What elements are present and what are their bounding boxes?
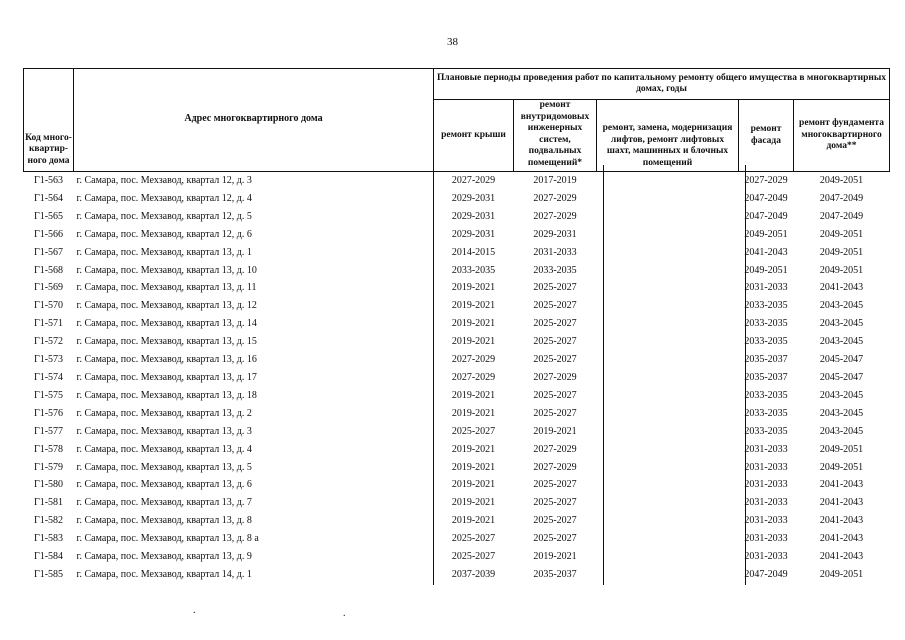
cell-foundation: 2049-2051	[794, 172, 890, 190]
cell-roof: 2019-2021	[451, 282, 496, 294]
cell-facade: 2047-2049	[744, 192, 788, 204]
cell-roof: 2019-2021	[451, 407, 496, 419]
cell-foundation: 2049-2051	[819, 264, 864, 276]
cell-facade: 2031-2033	[744, 282, 788, 294]
cell-lifts	[597, 369, 739, 387]
header-periods: Плановые периоды проведения работ по капитальному ремонту общего имущества в многоквартирных домах, годы	[434, 69, 890, 100]
cell-lifts	[597, 315, 739, 333]
cell-code: Г1-581	[33, 497, 64, 509]
cell-engineering: 2025-2027	[533, 336, 577, 348]
cell-facade: 2033-2035	[744, 407, 788, 419]
cell-code: Г1-566	[33, 228, 64, 240]
cell-facade: 2047-2049	[744, 568, 788, 580]
table-row	[24, 262, 890, 280]
table-row	[24, 333, 890, 351]
cell-roof: 2027-2029	[451, 371, 496, 383]
cell-engineering: 2029-2031	[533, 228, 577, 240]
cell-facade: 2031-2033	[744, 443, 788, 455]
cell-foundation: 2043-2045	[819, 407, 864, 419]
cell-code: Г1-584	[33, 551, 64, 563]
cell-code: Г1-573	[33, 354, 64, 366]
cell-facade: 2049-2051	[744, 264, 788, 276]
cell-lifts	[597, 405, 739, 423]
cell-facade: 2027-2029	[739, 172, 794, 190]
cell-engineering: 2025-2027	[533, 515, 577, 527]
cell-address: г. Самара, пос. Мехзавод, квартал 13, д. 12	[76, 300, 257, 312]
cell-foundation: 2041-2043	[819, 479, 864, 491]
cell-address: г. Самара, пос. Мехзавод, квартал 14, д. 1	[76, 568, 252, 580]
header-code: Код много-квартир-ного дома	[24, 69, 74, 172]
cell-code: Г1-570	[33, 300, 64, 312]
header-foundation: ремонт фундамента многоквартирного дома**	[794, 100, 890, 172]
table-row	[24, 476, 890, 494]
cell-engineering: 2025-2027	[533, 407, 577, 419]
table-row	[24, 405, 890, 423]
cell-engineering: 2031-2033	[533, 246, 577, 258]
cell-lifts	[597, 297, 739, 315]
cell-roof: 2025-2027	[451, 533, 496, 545]
cell-lifts	[597, 387, 739, 405]
cell-facade: 2049-2051	[744, 228, 788, 240]
cell-roof: 2025-2027	[451, 551, 496, 563]
cell-facade: 2041-2043	[744, 246, 788, 258]
cell-facade: 2047-2049	[744, 210, 788, 222]
scan-dot: .	[193, 605, 196, 616]
cell-foundation: 2041-2043	[819, 497, 864, 509]
table-row	[24, 441, 890, 459]
cell-foundation: 2043-2045	[819, 336, 864, 348]
cell-address: г. Самара, пос. Мехзавод, квартал 13, д. 9	[76, 551, 252, 563]
cell-foundation: 2045-2047	[819, 371, 864, 383]
cell-foundation: 2045-2047	[819, 354, 864, 366]
cell-address: г. Самара, пос. Мехзавод, квартал 13, д. 7	[76, 497, 252, 509]
cell-engineering: 2025-2027	[533, 497, 577, 509]
cell-engineering: 2025-2027	[533, 479, 577, 491]
table-row	[24, 172, 890, 190]
table-row	[24, 494, 890, 512]
cell-lifts	[597, 566, 739, 584]
cell-code: Г1-577	[33, 425, 64, 437]
cell-code: Г1-563	[24, 172, 74, 190]
cell-roof: 2027-2029	[451, 354, 496, 366]
cell-roof: 2037-2039	[451, 568, 496, 580]
cell-foundation: 2043-2045	[819, 318, 864, 330]
table-row	[24, 423, 890, 441]
cell-engineering: 2027-2029	[533, 461, 577, 473]
header-roof: ремонт крыши	[434, 100, 514, 172]
cell-code: Г1-575	[33, 389, 64, 401]
cell-address: г. Самара, пос. Мехзавод, квартал 13, д. 6	[76, 479, 252, 491]
table-row	[24, 512, 890, 530]
cell-roof: 2027-2029	[434, 172, 514, 190]
cell-lifts	[597, 476, 739, 494]
cell-lifts	[597, 441, 739, 459]
table-row	[24, 369, 890, 387]
header-facade: ремонт фасада	[739, 100, 794, 172]
cell-roof: 2033-2035	[451, 264, 496, 276]
cell-engineering: 2027-2029	[533, 443, 577, 455]
cell-roof: 2025-2027	[451, 425, 496, 437]
cell-address: г. Самара, пос. Мехзавод, квартал 13, д. 8	[76, 515, 252, 527]
table-row	[24, 459, 890, 477]
table-row	[24, 351, 890, 369]
cell-facade: 2031-2033	[744, 497, 788, 509]
cell-code: Г1-579	[33, 461, 64, 473]
cell-engineering: 2027-2029	[533, 371, 577, 383]
cell-foundation: 2041-2043	[819, 282, 864, 294]
cell-address: г. Самара, пос. Мехзавод, квартал 13, д. 17	[76, 371, 257, 383]
cell-lifts	[597, 172, 739, 190]
cell-lifts	[597, 494, 739, 512]
column-divider	[433, 165, 434, 585]
cell-facade: 2031-2033	[744, 551, 788, 563]
table-body	[24, 172, 890, 584]
cell-facade: 2033-2035	[744, 425, 788, 437]
cell-foundation: 2047-2049	[819, 210, 864, 222]
cell-engineering: 2025-2027	[533, 318, 577, 330]
cell-lifts	[597, 459, 739, 477]
cell-lifts	[597, 279, 739, 297]
cell-engineering: 2027-2029	[533, 210, 577, 222]
cell-foundation: 2043-2045	[819, 425, 864, 437]
cell-address: г. Самара, пос. Мехзавод, квартал 12, д. 3	[74, 172, 434, 190]
cell-facade: 2035-2037	[744, 354, 788, 366]
cell-engineering: 2017-2019	[514, 172, 597, 190]
cell-foundation: 2049-2051	[819, 568, 864, 580]
table-row	[24, 387, 890, 405]
cell-foundation: 2041-2043	[819, 551, 864, 563]
cell-code: Г1-572	[33, 336, 64, 348]
cell-facade: 2033-2035	[744, 300, 788, 312]
cell-engineering: 2025-2027	[533, 389, 577, 401]
table-row	[24, 190, 890, 208]
cell-lifts	[597, 548, 739, 566]
cell-code: Г1-568	[33, 264, 64, 276]
table-row	[24, 279, 890, 297]
cell-lifts	[597, 244, 739, 262]
cell-address: г. Самара, пос. Мехзавод, квартал 13, д. 11	[76, 282, 257, 294]
cell-facade: 2031-2033	[744, 515, 788, 527]
cell-roof: 2019-2021	[451, 336, 496, 348]
cell-foundation: 2041-2043	[819, 515, 864, 527]
cell-lifts	[597, 226, 739, 244]
cell-foundation: 2049-2051	[819, 228, 864, 240]
cell-facade: 2033-2035	[744, 389, 788, 401]
cell-roof: 2019-2021	[451, 300, 496, 312]
cell-code: Г1-583	[33, 533, 64, 545]
cell-facade: 2031-2033	[744, 461, 788, 473]
column-divider	[745, 165, 746, 585]
cell-address: г. Самара, пос. Мехзавод, квартал 12, д. 5	[76, 210, 252, 222]
cell-code: Г1-567	[33, 246, 64, 258]
cell-address: г. Самара, пос. Мехзавод, квартал 13, д. 14	[76, 318, 257, 330]
cell-code: Г1-576	[33, 407, 64, 419]
cell-roof: 2014-2015	[451, 246, 496, 258]
table-row	[24, 226, 890, 244]
cell-engineering: 2025-2027	[533, 282, 577, 294]
cell-engineering: 2033-2035	[533, 264, 577, 276]
header-lifts: ремонт, замена, модернизация лифтов, ремонт лифтовых шахт, машинных и блочных помещений	[597, 100, 739, 172]
cell-roof: 2029-2031	[451, 192, 496, 204]
cell-facade: 2031-2033	[744, 479, 788, 491]
table-row	[24, 244, 890, 262]
cell-foundation: 2049-2051	[819, 443, 864, 455]
cell-roof: 2019-2021	[451, 497, 496, 509]
cell-address: г. Самара, пос. Мехзавод, квартал 13, д. 8 а	[76, 533, 259, 545]
table-row	[24, 297, 890, 315]
cell-foundation: 2049-2051	[819, 246, 864, 258]
cell-address: г. Самара, пос. Мехзавод, квартал 13, д. 4	[76, 443, 252, 455]
cell-code: Г1-580	[33, 479, 64, 491]
cell-address: г. Самара, пос. Мехзавод, квартал 12, д. 6	[76, 228, 252, 240]
header-engineering: ремонт внутридомовых инженерных систем, подвальных помещений*	[514, 100, 597, 172]
cell-address: г. Самара, пос. Мехзавод, квартал 13, д. 15	[76, 336, 257, 348]
cell-lifts	[597, 423, 739, 441]
cell-engineering: 2025-2027	[533, 533, 577, 545]
cell-address: г. Самара, пос. Мехзавод, квартал 13, д. 2	[76, 407, 252, 419]
cell-engineering: 2035-2037	[533, 568, 577, 580]
cell-engineering: 2027-2029	[533, 192, 577, 204]
cell-lifts	[597, 262, 739, 280]
cell-lifts	[597, 351, 739, 369]
cell-code: Г1-574	[33, 371, 64, 383]
cell-code: Г1-565	[33, 210, 64, 222]
cell-roof: 2029-2031	[451, 210, 496, 222]
cell-foundation: 2049-2051	[819, 461, 864, 473]
cell-roof: 2019-2021	[451, 389, 496, 401]
cell-facade: 2031-2033	[744, 533, 788, 545]
cell-address: г. Самара, пос. Мехзавод, квартал 13, д. 5	[76, 461, 252, 473]
cell-address: г. Самара, пос. Мехзавод, квартал 13, д. 18	[76, 389, 257, 401]
cell-address: г. Самара, пос. Мехзавод, квартал 13, д. 1	[76, 246, 252, 258]
cell-facade: 2033-2035	[744, 318, 788, 330]
cell-foundation: 2043-2045	[819, 300, 864, 312]
cell-address: г. Самара, пос. Мехзавод, квартал 12, д. 4	[76, 192, 252, 204]
column-divider	[603, 165, 604, 585]
cell-address: г. Самара, пос. Мехзавод, квартал 13, д. 10	[76, 264, 257, 276]
cell-code: Г1-571	[33, 318, 64, 330]
cell-roof: 2019-2021	[451, 515, 496, 527]
cell-lifts	[597, 530, 739, 548]
cell-foundation: 2043-2045	[819, 389, 864, 401]
cell-lifts	[597, 333, 739, 351]
cell-roof: 2019-2021	[451, 318, 496, 330]
cell-foundation: 2041-2043	[819, 533, 864, 545]
cell-engineering: 2025-2027	[533, 300, 577, 312]
table-row	[24, 566, 890, 584]
cell-engineering: 2019-2021	[533, 425, 577, 437]
cell-roof: 2019-2021	[451, 479, 496, 491]
scan-dot: .	[343, 608, 346, 619]
table-row	[24, 315, 890, 333]
cell-facade: 2035-2037	[744, 371, 788, 383]
cell-code: Г1-569	[33, 282, 64, 294]
cell-code: Г1-578	[33, 443, 64, 455]
table-row	[24, 208, 890, 226]
page-number: 38	[447, 36, 458, 48]
header-address: Адрес многоквартирного дома	[74, 69, 434, 172]
cell-lifts	[597, 208, 739, 226]
table-row	[24, 548, 890, 566]
cell-roof: 2019-2021	[451, 443, 496, 455]
cell-roof: 2029-2031	[451, 228, 496, 240]
cell-facade: 2033-2035	[744, 336, 788, 348]
cell-engineering: 2025-2027	[533, 354, 577, 366]
table-header	[24, 69, 890, 172]
table-row	[24, 530, 890, 548]
cell-code: Г1-582	[33, 515, 64, 527]
cell-lifts	[597, 190, 739, 208]
cell-address: г. Самара, пос. Мехзавод, квартал 13, д. 16	[76, 354, 257, 366]
cell-foundation: 2047-2049	[819, 192, 864, 204]
cell-address: г. Самара, пос. Мехзавод, квартал 13, д. 3	[76, 425, 252, 437]
cell-code: Г1-564	[33, 192, 64, 204]
cell-code: Г1-585	[33, 568, 64, 580]
repair-schedule-table	[23, 68, 890, 584]
cell-lifts	[597, 512, 739, 530]
cell-engineering: 2019-2021	[533, 551, 577, 563]
cell-roof: 2019-2021	[451, 461, 496, 473]
repair-schedule-table-wrap	[23, 68, 890, 584]
